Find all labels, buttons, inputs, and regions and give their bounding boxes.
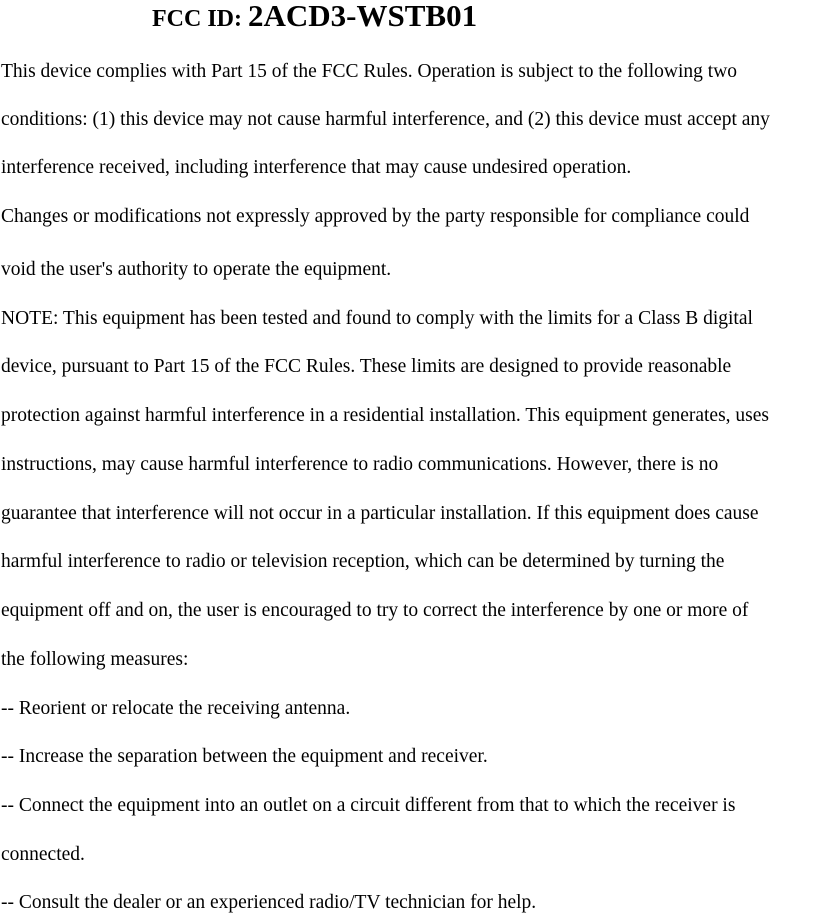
text-line: conditions: (1) this device may not cause harmful interference, and (2) this device must accept any xyxy=(1,109,770,130)
fcc-id-value: 2ACD3-WSTB01 xyxy=(248,0,478,33)
list-item: -- Reorient or relocate the receiving antenna. xyxy=(1,698,351,719)
text-line: equipment off and on, the user is encouraged to try to correct the interference by one or more of xyxy=(1,600,749,621)
fcc-id-heading xyxy=(152,0,477,38)
list-item: -- Consult the dealer or an experienced radio/TV technician for help. xyxy=(1,892,537,913)
text-line: This device complies with Part 15 of the FCC Rules. Operation is subject to the following two xyxy=(1,61,738,82)
text-line: the following measures: xyxy=(1,649,189,670)
list-item: -- Connect the equipment into an outlet on a circuit different from that to which the receiver is xyxy=(1,795,736,816)
text-line: interference received, including interference that may cause undesired operation. xyxy=(1,157,632,178)
text-line: instructions, may cause harmful interference to radio communications. However, there is no xyxy=(1,454,719,475)
text-line: void the user's authority to operate the equipment. xyxy=(1,259,392,280)
list-item: -- Increase the separation between the equipment and receiver. xyxy=(1,746,488,767)
text-line: harmful interference to radio or television reception, which can be determined by turning the xyxy=(1,551,725,572)
text-line: device, pursuant to Part 15 of the FCC Rules. These limits are designed to provide reasonable xyxy=(1,356,732,377)
text-line: guarantee that interference will not occur in a particular installation. If this equipment does cause xyxy=(1,503,759,524)
fcc-id-label: FCC ID: xyxy=(152,6,248,32)
text-line: protection against harmful interference in a residential installation. This equipment generates, uses xyxy=(1,405,770,426)
list-item: connected. xyxy=(1,844,85,865)
text-line: NOTE: This equipment has been tested and found to comply with the limits for a Class B digital xyxy=(1,308,753,329)
text-line: Changes or modifications not expressly approved by the party responsible for compliance could xyxy=(1,206,750,227)
